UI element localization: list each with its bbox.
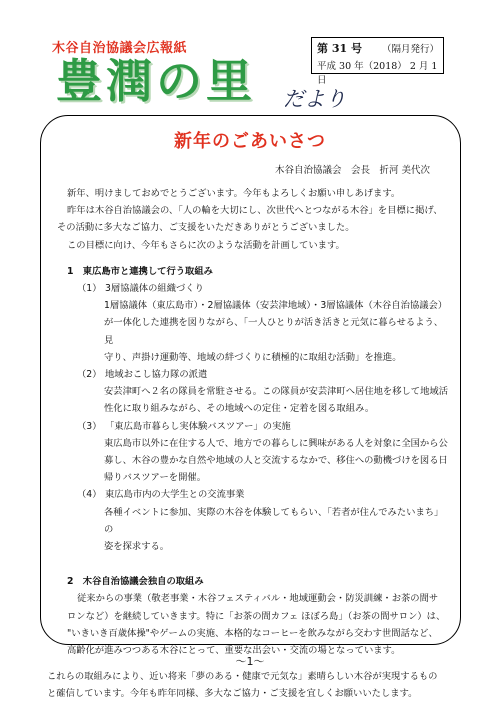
issue-number: 第 31 号 [317,42,362,55]
section-line: ロンなど）を継続していきます。特に「お茶の間カフェ ほぼろ島」（お茶の間サロン）は、 [67,610,446,622]
item-line: 1層協議体（東広島市）・2層協議体（安芸津地域）・3層協議体（木谷自治協議会） [104,300,448,312]
item-label: 3層協議体の組織づくり [105,283,204,295]
issue-date: 平成 30 年（2018） 2 月 1 日 [317,61,438,86]
item-line: 各種イベントに参加、実際の木谷を体験してもらい、「若者が住んでみたいまち」の [104,506,444,535]
item-line: 性化に取り組みながら、その地域への定住・定着を図る取組み。 [104,403,375,415]
intro-line: この目標に向け、今年もさらに次のような活動を計画しています。 [67,239,345,251]
item-heading [57,366,452,383]
item-label: 「東広島市暮らし実体験バスツアー」の実施 [105,420,291,432]
item-line: 安芸津町へ２名の隊員を常駐させる。この隊員が安芸津町へ居住地を移して地域活 [104,386,448,398]
publisher-suffix: 広報紙 [146,41,188,56]
section-line: "いきいき百歳体操"やゲームの実施、本格的なコーヒーを飲みながら交わす世間話など、 [67,627,438,639]
closing-line: と確信しています。今年も昨年同様、多大なご協力・ご支援を宜しくお願いいたします。 [47,688,418,700]
item-label: 東広島市内の大学生との交流事業 [105,489,245,501]
item-line: が一体化した連携を図りながら、「一人ひとりが活き活きと元気に暮らせるよう、見 [104,317,444,346]
article-author: 木谷自治協議会 会長 折河 美代次 [274,165,430,176]
intro-line: その活動に多大なご協力、ご支援をいただきありがとうございました。 [57,222,355,234]
intro-line: 新年、明けましておめでとうございます。今年もよろしくお願い申しあげます。 [67,188,401,199]
item-line: 東広島市以外に在住する人で、地方での暮らしに興味がある人を対象に全国から公 [104,437,448,449]
closing-line: これらの取組みにより、近い将来「夢のある・健康で元気な」素晴らしい木谷が実現するもの [47,671,438,683]
item-line: 守り、声掛け運動等、地域の絆づくりに積極的に取組む活動」を推進。 [104,351,402,363]
section-heading: 1 東広島市と連携して行う取組み [67,265,213,277]
newsletter-title-sub: だより [283,87,346,111]
section-line: 高齢化が進みつつある木谷にとって、重要な出会い・交流の場となっています。 [67,645,401,657]
item-line: 姿を探求する。 [104,541,170,553]
section-line: 従来からの事業（敬老事業・木谷フェスティバル・地域運動会・防災訓練・お茶の間サ [77,593,439,605]
article-body [47,185,452,703]
item-heading [57,418,452,435]
publisher-name: 木谷自治協議会 [52,41,147,56]
item-heading [57,280,452,297]
section-heading: 2 木谷自治協議会独自の取組み [67,576,204,588]
item-number: （4） [77,489,102,501]
issue-box [311,37,444,86]
item-number: （2） [77,369,102,381]
item-line: 募し、木谷の豊かな自然や地域の人と交流するなかで、移住への動機づけを図る日 [104,455,448,467]
issue-frequency: （隔月発行） [381,44,439,55]
page-number: ～1～ [235,655,265,668]
article-title: 新年のごあいさつ [174,131,326,152]
item-label: 地域おこし協力隊の派遣 [105,369,208,381]
intro-line: 昨年は木谷自治協議会の、「人の輪を大切にし、次世代へとつながる木谷」を目標に掲げ、 [67,205,443,217]
item-number: （1） [77,283,102,295]
item-number: （3） [77,420,102,432]
newsletter-title: 豊潤の里 [56,54,256,108]
item-heading [57,486,452,503]
item-line: 帰りバスツアーを開催。 [104,472,206,484]
